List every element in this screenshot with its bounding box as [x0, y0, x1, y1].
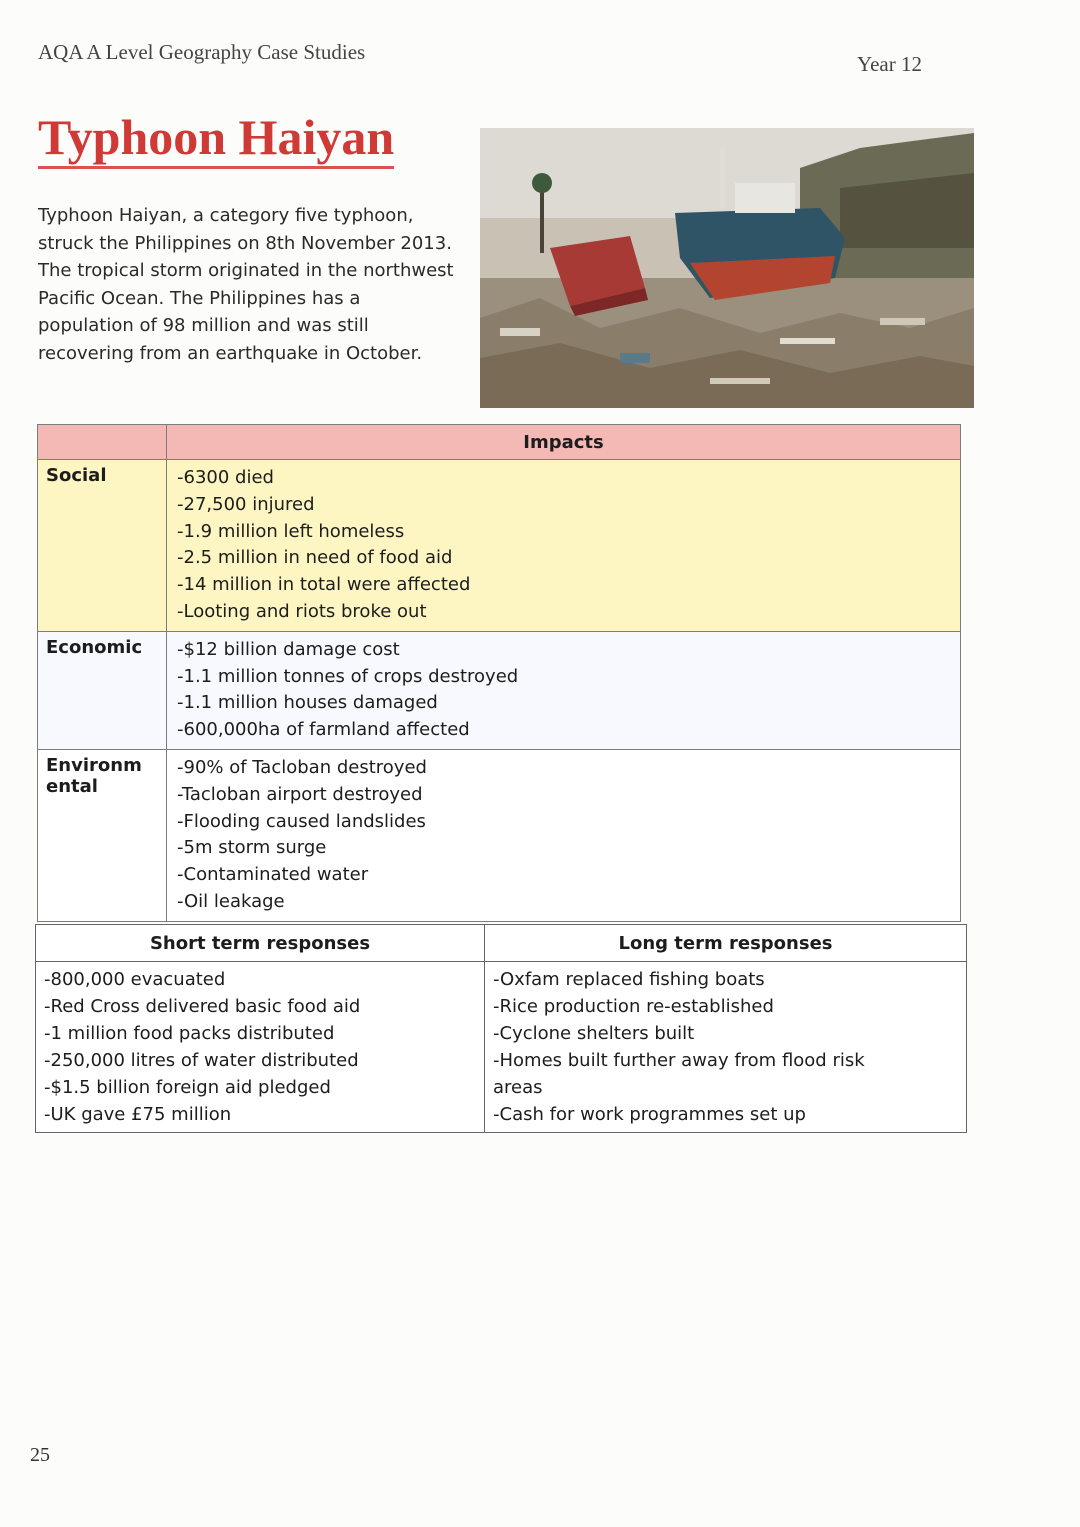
impact-item: -Flooding caused landslides	[177, 810, 426, 832]
intro-paragraph: Typhoon Haiyan, a category five typhoon, struck the Philippines on 8th November 2013. The tropical storm originated in the northwest Pacific Ocean. The Philippines has a population of 98 million and was still recovering from an earthquake in October.	[38, 205, 454, 364]
impact-item: -2.5 million in need of food aid	[177, 547, 453, 569]
short-term-item: -1 million food packs distributed	[44, 1023, 335, 1044]
long-term-header: Long term responses	[485, 925, 967, 962]
long-term-item: -Homes built further away from flood risk areas	[493, 1050, 865, 1098]
short-term-item: -Red Cross delivered basic food aid	[44, 996, 361, 1017]
impact-item: -1.1 million tonnes of crops destroyed	[177, 665, 519, 687]
impacts-category: Environm ental	[38, 749, 167, 921]
short-term-header: Short term responses	[36, 925, 485, 962]
impacts-row-economic	[38, 631, 961, 749]
short-term-item: -250,000 litres of water distributed	[44, 1050, 359, 1071]
impacts-row-environmental	[38, 749, 961, 921]
impacts-items	[167, 460, 961, 632]
impact-item: -Looting and riots broke out	[177, 600, 427, 622]
course-title: AQA A Level Geography Case Studies	[38, 40, 366, 64]
impact-item: -14 million in total were affected	[177, 574, 471, 596]
impact-item: -Contaminated water	[177, 864, 369, 886]
impacts-category: Social	[38, 460, 167, 632]
impacts-items	[167, 749, 961, 921]
impact-item: -5m storm surge	[177, 837, 327, 859]
long-term-item: -Cyclone shelters built	[493, 1023, 695, 1044]
long-term-list	[485, 962, 967, 1133]
impact-item: -Tacloban airport destroyed	[177, 783, 423, 805]
impact-item: -6300 died	[177, 467, 274, 488]
impacts-corner-cell	[38, 425, 167, 460]
impacts-table	[37, 424, 961, 922]
short-term-item: -UK gave £75 million	[44, 1104, 232, 1125]
short-term-list	[36, 962, 485, 1133]
responses-table	[35, 924, 967, 1133]
impacts-items	[167, 631, 961, 749]
page-number: 25	[30, 1444, 50, 1466]
long-term-item: -Cash for work programmes set up	[493, 1104, 806, 1125]
impact-item: -600,000ha of farmland affected	[177, 719, 470, 741]
impact-item: -90% of Tacloban destroyed	[177, 756, 427, 778]
impacts-row-social	[38, 460, 961, 632]
typhoon-damage-photo	[480, 128, 974, 408]
impact-item: -1.9 million left homeless	[177, 520, 405, 542]
short-term-item: -$1.5 billion foreign aid pledged	[44, 1077, 331, 1098]
short-term-item: -800,000 evacuated	[44, 969, 226, 990]
impact-item: -27,500 injured	[177, 493, 315, 515]
impacts-header: Impacts	[167, 425, 961, 460]
page-title: Typhoon Haiyan	[38, 112, 394, 169]
impacts-category: Economic	[38, 631, 167, 749]
impact-item: -1.1 million houses damaged	[177, 692, 438, 714]
year-label: Year 12	[857, 52, 922, 76]
long-term-item: -Rice production re-established	[493, 996, 774, 1017]
impact-item: -Oil leakage	[177, 890, 285, 912]
impact-item: -$12 billion damage cost	[177, 638, 400, 660]
long-term-item: -Oxfam replaced fishing boats	[493, 969, 765, 990]
